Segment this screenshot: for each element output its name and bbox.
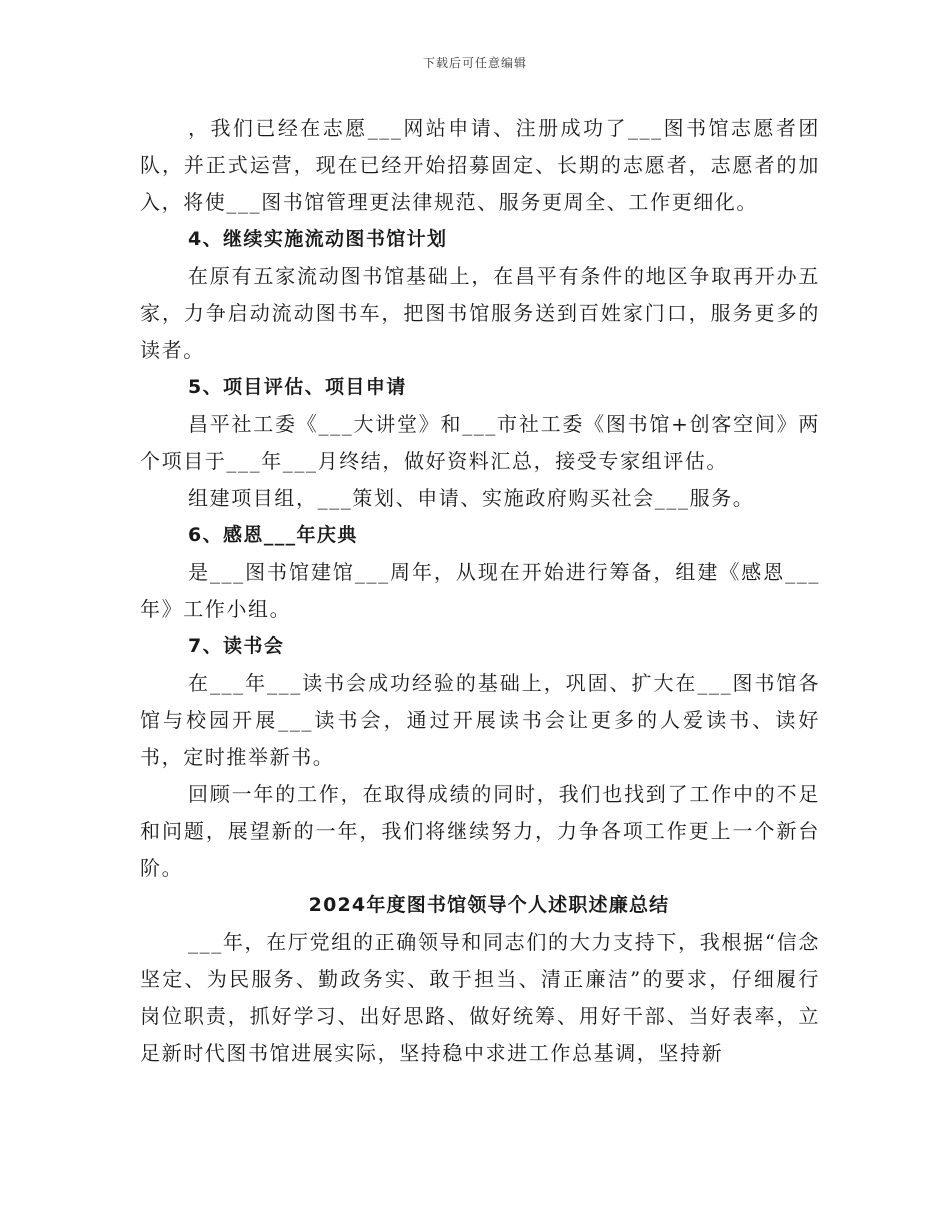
paragraph-reading-club: 在___年___读书会成功经验的基础上，巩固、扩大在___图书馆各馆与校园开展___读书会，通过开展读书会让更多的人爱读书、读好书，定时推举新书。 <box>140 671 820 769</box>
section-heading-6: 6、感恩___年庆典 <box>188 524 358 546</box>
page-header: 下载后可任意编辑 <box>422 56 527 70</box>
report-title: 2024年度图书馆领导个人述职述廉总结 <box>308 894 670 916</box>
paragraph-project-team: 组建项目组，___策划、申请、实施政府购买社会___服务。 <box>188 486 755 510</box>
section-heading-4: 4、继续实施流动图书馆计划 <box>188 228 448 250</box>
section-heading-5: 5、项目评估、项目申请 <box>188 376 407 398</box>
paragraph-review: 回顾一年的工作，在取得成绩的同时，我们也找到了工作中的不足和问题，展望新的一年，我们将继续努力，力争各项工作更上一个新台阶。 <box>140 782 820 880</box>
paragraph-mobile-library: 在原有五家流动图书馆基础上，在昌平有条件的地区争取再开办五家，力争启动流动图书车，把图书馆服务送到百姓家门口，服务更多的读者。 <box>140 264 820 362</box>
paragraph-anniversary: 是___图书馆建馆___周年，从现在开始进行筹备，组建《感恩___年》工作小组。 <box>140 560 820 621</box>
paragraph-report-intro: ___年，在厅党组的正确领导和同志们的大力支持下，我根据“信念坚定、为民服务、勤政务实、敢于担当、清正廉洁”的要求，仔细履行岗位职责，抓好学习、出好思路、做好统筹、用好干部、当好表率，立足新时代图书馆进展实际，坚持稳中求进工作总基调，坚持新 <box>140 930 820 1065</box>
paragraph-volunteer: ，我们已经在志愿___网站申请、注册成功了___图书馆志愿者团队，并正式运营，现在已经开始招募固定、长期的志愿者，志愿者的加入，将使___图书馆管理更法律规范、服务更周全、工作更细化。 <box>140 116 820 214</box>
paragraph-project-evaluation: 昌平社工委《___大讲堂》和___市社工委《图书馆+创客空间》两个项目于___年___月终结，做好资料汇总，接受专家组评估。 <box>140 412 820 473</box>
document-body <box>140 110 820 1072</box>
section-heading-7: 7、读书会 <box>188 635 285 657</box>
